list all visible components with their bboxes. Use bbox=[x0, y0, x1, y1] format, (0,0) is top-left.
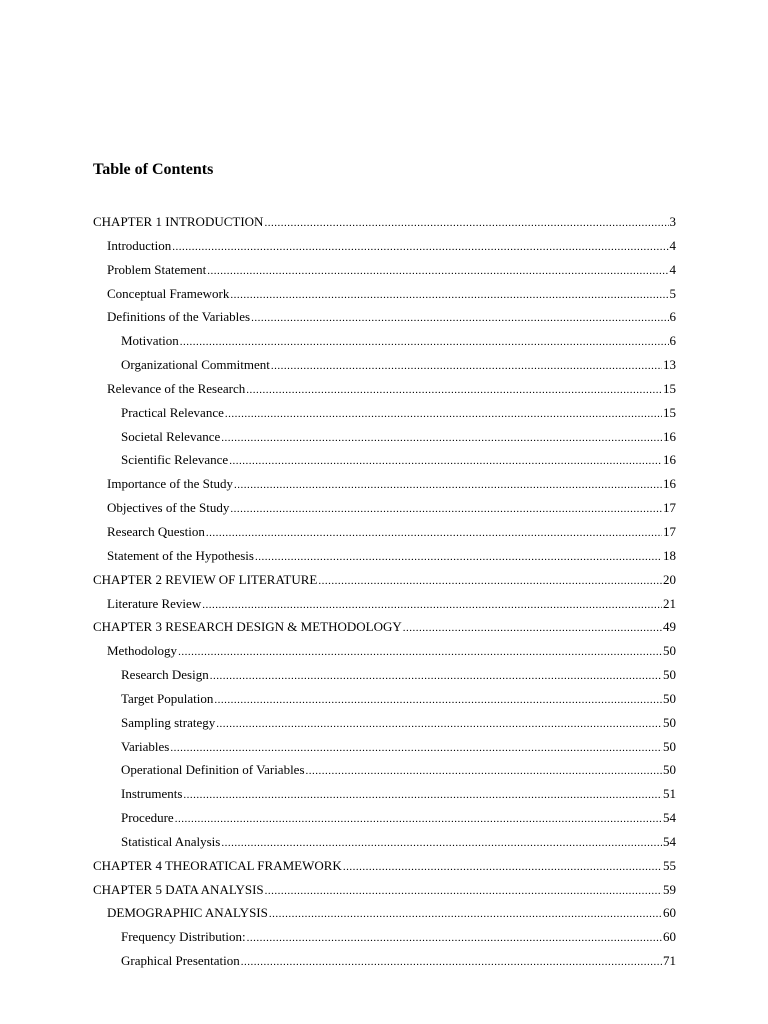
toc-entry[interactable] bbox=[93, 377, 676, 401]
toc-dot-leader bbox=[183, 782, 662, 806]
toc-entry[interactable] bbox=[93, 615, 676, 639]
toc-entry-title: CHAPTER 1 INTRODUCTION bbox=[93, 214, 264, 229]
toc-page-number: 55 bbox=[663, 857, 676, 873]
toc-page-number: 60 bbox=[663, 905, 676, 921]
toc-entry[interactable] bbox=[93, 806, 676, 830]
toc-entry[interactable] bbox=[93, 496, 676, 520]
toc-entry[interactable] bbox=[93, 305, 676, 329]
toc-entry[interactable] bbox=[93, 639, 676, 663]
toc-entry-title: Literature Review bbox=[107, 595, 202, 611]
toc-dot-leader bbox=[216, 711, 662, 735]
toc-page-number: 54 bbox=[663, 810, 676, 826]
toc-entry[interactable] bbox=[93, 925, 676, 949]
toc-page-number: 50 bbox=[663, 762, 676, 778]
toc-entry-title: Relevance of the Research bbox=[107, 380, 246, 396]
toc-page-number: 4 bbox=[669, 261, 676, 277]
toc-dot-leader bbox=[214, 687, 662, 711]
toc-entry-title: CHAPTER 3 RESEARCH DESIGN & METHODOLOGY bbox=[93, 619, 402, 635]
toc-entry-title: Practical Relevance bbox=[121, 404, 224, 420]
toc-entry-title: CHAPTER 4 THEORATICAL FRAMEWORK bbox=[93, 857, 342, 873]
toc-entry-title: Conceptual Framework bbox=[107, 285, 230, 301]
toc-dot-leader bbox=[251, 305, 668, 329]
toc-page-number: 18 bbox=[663, 547, 676, 563]
toc-entry-title: Importance of the Study bbox=[107, 476, 233, 492]
toc-page-number: 49 bbox=[663, 619, 676, 635]
toc-dot-leader bbox=[207, 258, 668, 282]
toc-entry-title: Objectives of the Study bbox=[107, 500, 230, 516]
toc-entry[interactable] bbox=[93, 329, 676, 353]
toc-dot-leader bbox=[247, 925, 662, 949]
toc-entry-title: CHAPTER 2 REVIEW OF LITERATURE bbox=[93, 571, 318, 587]
toc-entry[interactable] bbox=[93, 210, 676, 234]
toc-dot-leader bbox=[221, 830, 662, 854]
toc-dot-leader bbox=[264, 210, 668, 234]
toc-entry[interactable] bbox=[93, 663, 676, 687]
toc-entry-title: Operational Definition of Variables bbox=[121, 762, 305, 778]
toc-page-number: 54 bbox=[663, 833, 676, 849]
toc-entry-title: Procedure bbox=[121, 810, 174, 826]
toc-dot-leader bbox=[271, 353, 662, 377]
toc-entry[interactable] bbox=[93, 592, 676, 616]
toc-entry[interactable] bbox=[93, 448, 676, 472]
toc-dot-leader bbox=[343, 854, 662, 878]
toc-page-number: 50 bbox=[663, 738, 676, 754]
toc-entry[interactable] bbox=[93, 949, 676, 973]
toc-entry-title: Sampling strategy bbox=[121, 714, 216, 730]
toc-entry[interactable] bbox=[93, 520, 676, 544]
table-of-contents bbox=[93, 210, 676, 973]
toc-entry[interactable] bbox=[93, 782, 676, 806]
toc-dot-leader bbox=[180, 329, 669, 353]
toc-dot-leader bbox=[269, 901, 662, 925]
toc-entry[interactable] bbox=[93, 258, 676, 282]
toc-page-number: 59 bbox=[663, 881, 676, 897]
toc-entry-title: Organizational Commitment bbox=[121, 357, 270, 373]
toc-page-number: 50 bbox=[663, 690, 676, 706]
toc-dot-leader bbox=[306, 758, 662, 782]
toc-page-number: 15 bbox=[663, 380, 676, 396]
toc-page-number: 50 bbox=[663, 643, 676, 659]
toc-entry-title: Variables bbox=[121, 738, 170, 754]
toc-page-number: 13 bbox=[663, 357, 676, 373]
toc-entry[interactable] bbox=[93, 234, 676, 258]
toc-entry[interactable] bbox=[93, 568, 676, 592]
toc-entry-title: Definitions of the Variables bbox=[107, 309, 251, 325]
toc-dot-leader bbox=[230, 496, 662, 520]
toc-page-number: 16 bbox=[663, 428, 676, 444]
toc-entry-title: Graphical Presentation bbox=[121, 953, 240, 969]
toc-dot-leader bbox=[175, 806, 662, 830]
toc-page-number: 17 bbox=[663, 523, 676, 539]
toc-dot-leader bbox=[202, 592, 662, 616]
toc-page-number: 21 bbox=[663, 595, 676, 611]
page-title: Table of Contents bbox=[93, 161, 214, 178]
toc-dot-leader bbox=[241, 949, 662, 973]
toc-entry-title: Motivation bbox=[121, 333, 179, 349]
toc-page-number: 6 bbox=[669, 333, 676, 349]
toc-entry-title: Statistical Analysis bbox=[121, 833, 221, 849]
toc-dot-leader bbox=[403, 615, 662, 639]
toc-entry-title: DEMOGRAPHIC ANALYSIS bbox=[107, 905, 268, 921]
toc-page-number: 6 bbox=[669, 309, 676, 325]
toc-dot-leader bbox=[255, 544, 662, 568]
toc-dot-leader bbox=[221, 425, 662, 449]
toc-page-number: 16 bbox=[663, 476, 676, 492]
toc-dot-leader bbox=[225, 401, 662, 425]
toc-page-number: 3 bbox=[669, 214, 676, 229]
toc-page-number: 17 bbox=[663, 500, 676, 516]
toc-dot-leader bbox=[206, 520, 662, 544]
toc-entry-title: Methodology bbox=[107, 643, 178, 659]
toc-page-number: 16 bbox=[663, 452, 676, 468]
toc-dot-leader bbox=[170, 735, 662, 759]
toc-entry[interactable] bbox=[93, 282, 676, 306]
toc-dot-leader bbox=[178, 639, 662, 663]
toc-entry-title: Introduction bbox=[107, 237, 172, 253]
toc-entry[interactable] bbox=[93, 901, 676, 925]
toc-entry-title: Statement of the Hypothesis bbox=[107, 547, 254, 563]
toc-page-number: 50 bbox=[663, 667, 676, 683]
toc-entry[interactable] bbox=[93, 758, 676, 782]
toc-entry-title: Societal Relevance bbox=[121, 428, 221, 444]
toc-dot-leader bbox=[234, 472, 662, 496]
toc-entry-title: Research Design bbox=[121, 667, 209, 683]
toc-dot-leader bbox=[229, 448, 662, 472]
toc-page-number: 51 bbox=[663, 786, 676, 802]
toc-entry[interactable] bbox=[93, 687, 676, 711]
toc-entry[interactable] bbox=[93, 735, 676, 759]
toc-entry-title: Scientific Relevance bbox=[121, 452, 229, 468]
toc-entry[interactable] bbox=[93, 711, 676, 735]
toc-entry[interactable] bbox=[93, 830, 676, 854]
toc-dot-leader bbox=[210, 663, 662, 687]
toc-dot-leader bbox=[172, 234, 668, 258]
toc-entry[interactable] bbox=[93, 854, 676, 878]
toc-dot-leader bbox=[318, 568, 662, 592]
toc-dot-leader bbox=[265, 878, 662, 902]
toc-entry-title: Research Question bbox=[107, 523, 205, 539]
toc-page-number: 60 bbox=[663, 929, 676, 945]
toc-entry[interactable] bbox=[93, 401, 676, 425]
toc-entry[interactable] bbox=[93, 878, 676, 902]
toc-entry-title: CHAPTER 5 DATA ANALYSIS bbox=[93, 881, 264, 897]
toc-entry[interactable] bbox=[93, 425, 676, 449]
toc-entry[interactable] bbox=[93, 353, 676, 377]
toc-entry[interactable] bbox=[93, 544, 676, 568]
toc-page-number: 50 bbox=[663, 714, 676, 730]
toc-entry-title: Instruments bbox=[121, 786, 183, 802]
toc-page-number: 5 bbox=[669, 285, 676, 301]
toc-entry-title: Target Population bbox=[121, 690, 214, 706]
toc-dot-leader bbox=[230, 282, 668, 306]
toc-page-number: 71 bbox=[663, 953, 676, 969]
toc-page-number: 15 bbox=[663, 404, 676, 420]
toc-entry-title: Frequency Distribution: bbox=[121, 929, 246, 945]
toc-entry-title: Problem Statement bbox=[107, 261, 207, 277]
toc-dot-leader bbox=[246, 377, 662, 401]
toc-page-number: 20 bbox=[663, 571, 676, 587]
toc-entry[interactable] bbox=[93, 472, 676, 496]
toc-page-number: 4 bbox=[669, 237, 676, 253]
